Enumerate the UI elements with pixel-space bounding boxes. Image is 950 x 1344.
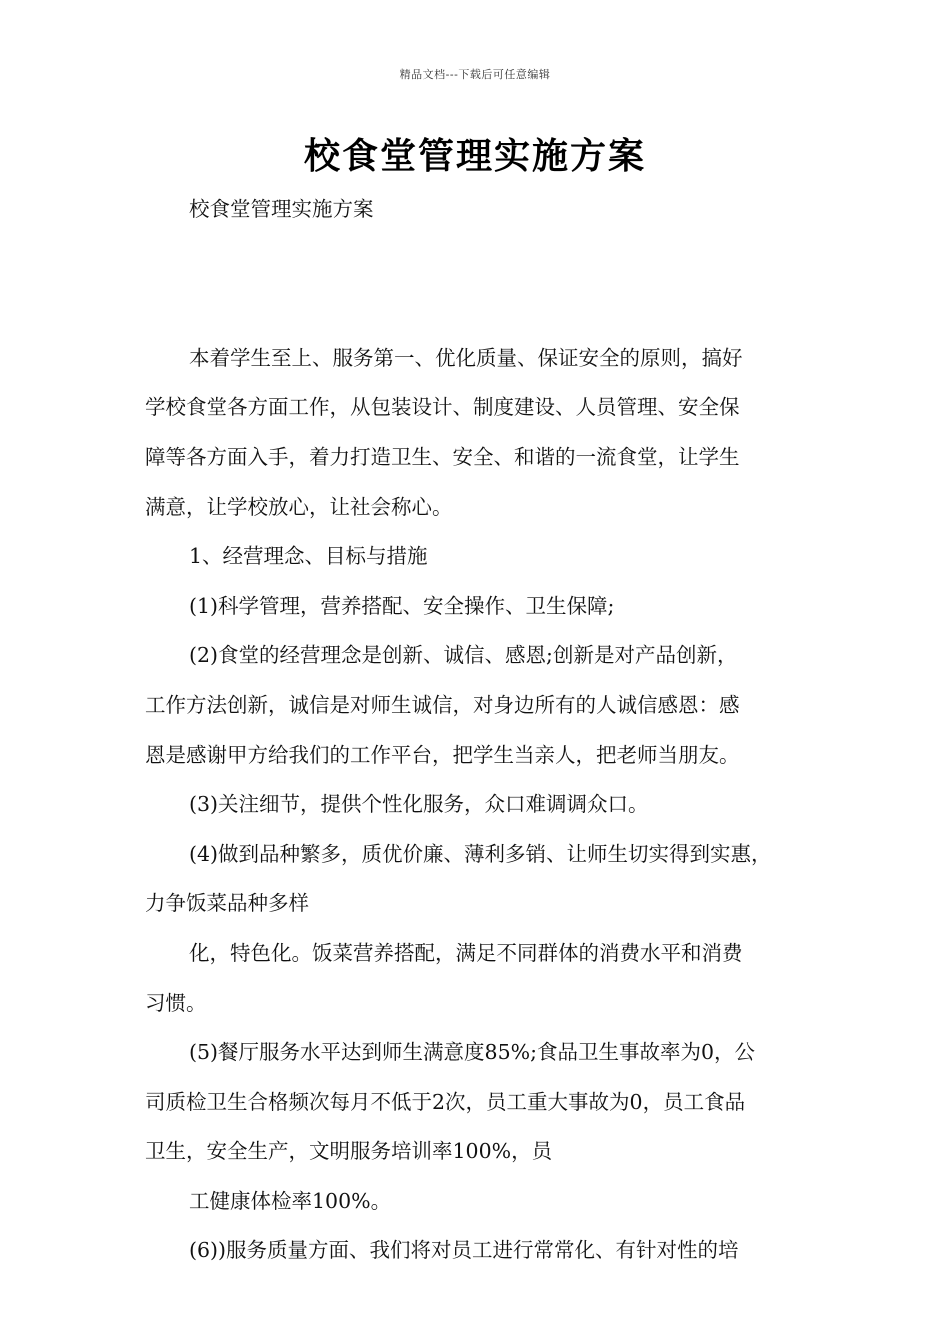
blank-line [145, 235, 825, 285]
document-body [145, 185, 825, 1276]
paragraph-line: 卫生，安全生产，文明服务培训率100%，员 [145, 1139, 553, 1164]
paragraph-line: (5)餐厅服务水平达到师生满意度85%;食品卫生事故率为0，公 [189, 1040, 756, 1065]
paragraph-line: 满意，让学校放心，让社会称心。 [145, 494, 453, 519]
subtitle-line: 校食堂管理实施方案 [189, 197, 374, 221]
paragraph-line: 障等各方面入手，着力打造卫生、安全、和谐的一流食堂，让学生 [145, 444, 740, 469]
paragraph-line: 恩是感谢甲方给我们的工作平台，把学生当亲人，把老师当朋友。 [145, 742, 740, 767]
paragraph-line: 本着学生至上、服务第一、优化质量、保证安全的原则，搞好 [189, 345, 743, 370]
document-title: 校食堂管理实施方案 [303, 135, 646, 177]
paragraph-line: 工健康体检率100%。 [189, 1188, 392, 1213]
header-note: 精品文档---下载后可任意编辑 [399, 68, 551, 81]
paragraph-line: (6))服务质量方面、我们将对员工进行常常化、有针对性的培 [189, 1238, 739, 1263]
paragraph-line: 司质检卫生合格频次每月不低于2次，员工重大事故为0，员工食品 [145, 1089, 746, 1114]
paragraph-line: (2)食堂的经营理念是创新、诚信、感恩;创新是对产品创新， [189, 643, 738, 668]
paragraph-line: (1)科学管理，营养搭配、安全操作、卫生保障; [189, 593, 615, 618]
blank-line [145, 284, 825, 334]
paragraph-line: 工作方法创新，诚信是对师生诚信，对身边所有的人诚信感恩：感 [145, 692, 740, 717]
paragraph-line: 习惯。 [145, 990, 207, 1015]
section-heading: 1、经营理念、目标与措施 [189, 544, 428, 569]
paragraph-line: (4)做到品种繁多，质优价廉、薄利多销、让师生切实得到实惠， [189, 841, 772, 866]
paragraph-line: 力争饭菜品种多样 [145, 891, 309, 916]
paragraph-line: 学校食堂各方面工作，从包装设计、制度建设、人员管理、安全保 [145, 395, 740, 420]
paragraph-line: (3)关注细节，提供个性化服务，众口难调调众口。 [189, 792, 649, 817]
paragraph-line: 化，特色化。饭菜营养搭配，满足不同群体的消费水平和消费 [189, 940, 743, 965]
